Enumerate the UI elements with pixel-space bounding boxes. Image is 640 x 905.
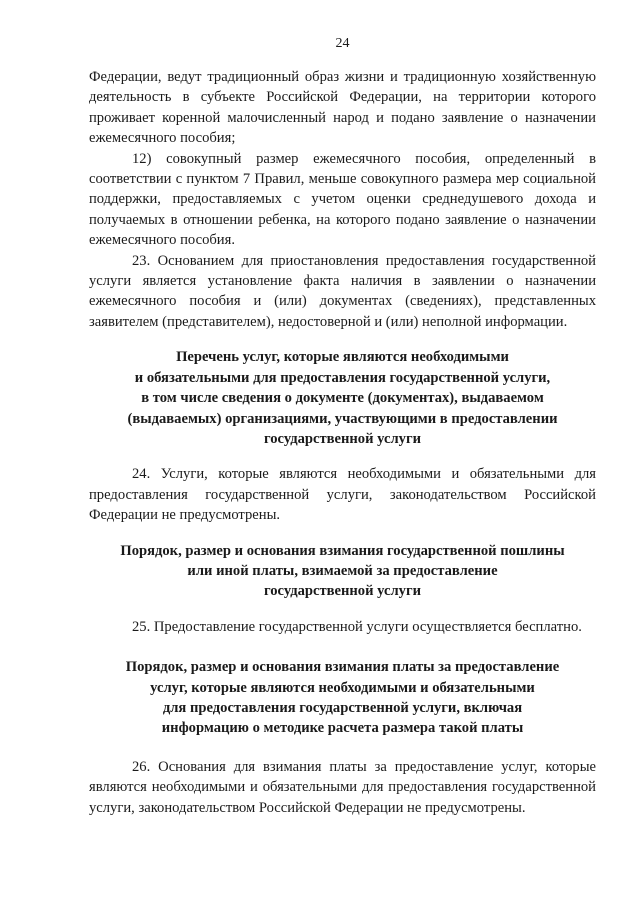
heading-line: услуг, которые являются необходимыми и обязательными — [150, 679, 535, 696]
heading-line: государственной услуги — [263, 583, 422, 600]
paragraph-continuation: Федерации, ведут традиционный образ жизни и традиционную хозяйственную деятельность в субъекте Российской Федерации, на территории которого проживает коренной малочисленный народ и подано заявление о назначении ежемесячного пособия; — [89, 69, 596, 147]
heading-line: в том числе сведения о документе (документах), выдаваемом — [141, 390, 544, 407]
heading-line: или иной платы, взимаемой за предоставление — [187, 562, 498, 579]
heading-line: информацию о методике расчета размера такой платы — [161, 720, 524, 737]
heading-line: для предоставления государственной услуги, включая — [162, 699, 523, 716]
paragraph-25: 25. Предоставление государственной услуги осуществляется бесплатно. — [132, 618, 582, 635]
heading-line: и обязательными для предоставления государственной услуги, — [134, 369, 551, 386]
heading-services-list — [89, 347, 596, 449]
heading-line: Порядок, размер и основания взимания платы за предоставление — [125, 659, 560, 676]
heading-payment-procedure — [89, 657, 596, 739]
page-number: 24 — [335, 36, 350, 51]
heading-state-fee — [89, 541, 596, 602]
paragraph-12: 12) совокупный размер ежемесячного пособия, определенный в соответствии с пунктом 7 Правил, меньше совокупного размера мер социальной поддержки, предоставляемых с учетом оценки среднедушевого дохода и получаемых в отношении ребенка, на которого подано заявление о назначении ежемесячного пособия. — [89, 150, 596, 249]
paragraph-26: 26. Основания для взимания платы за предоставление услуг, которые являются необходимыми и обязательными для предоставления государственной услуги, законодательством Российской Федерации не предусмотрены. — [89, 758, 596, 816]
paragraph-24: 24. Услуги, которые являются необходимыми и обязательными для предоставления государственной услуги, законодательством Российской Федерации не предусмотрены. — [89, 466, 596, 524]
heading-line: Перечень услуг, которые являются необходимыми — [176, 349, 509, 366]
heading-line: Порядок, размер и основания взимания государственной пошлины — [120, 542, 565, 559]
heading-line: (выдаваемых) организациями, участвующими в предоставлении — [127, 410, 558, 427]
heading-line: государственной услуги — [263, 430, 422, 447]
paragraph-23: 23. Основанием для приостановления предоставления государственной услуги является установление факта наличия в заявлении о назначении ежемесячного пособия и (или) документах (сведениях), представленных заявителем (представителем), недостоверной и (или) неполной информации. — [89, 252, 596, 330]
